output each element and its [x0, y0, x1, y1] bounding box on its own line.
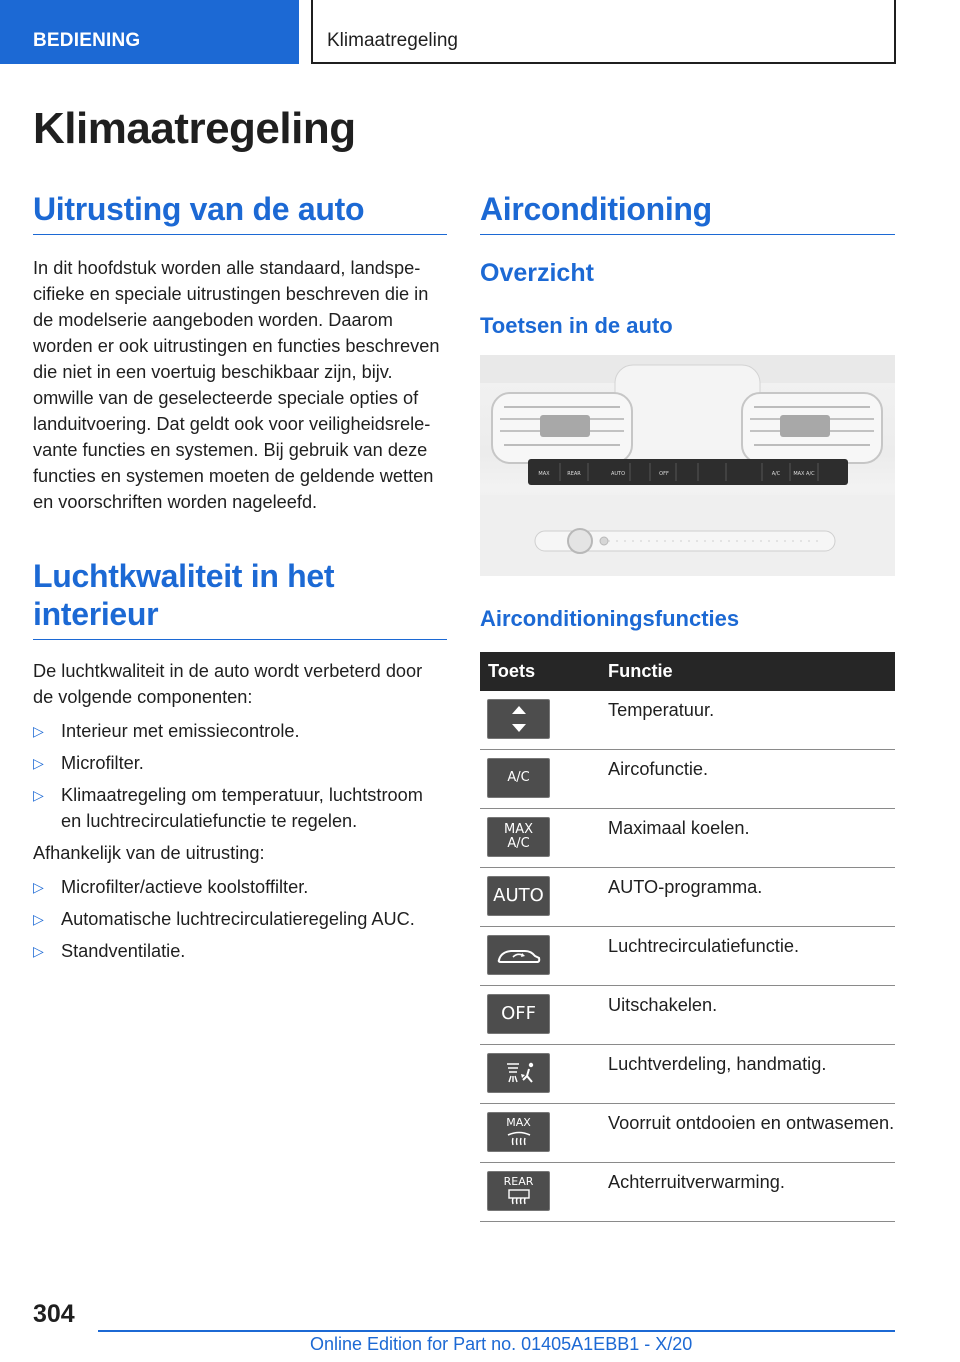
header-chapter-tab: Klimaatregeling	[311, 0, 896, 64]
function-description: Luchtverdeling, handmatig.	[604, 1045, 895, 1104]
buttons-heading: Toetsen in de auto	[480, 313, 673, 338]
functions-table	[480, 652, 895, 1222]
left-air-vent	[492, 393, 632, 463]
table-row	[480, 691, 895, 750]
list-item: ▷ Interieur met emissiecontrole.	[33, 718, 447, 744]
list-item: ▷ Automatische luchtrecirculatieregeling AUC.	[33, 906, 447, 932]
list-item: ▷ Klimaatregeling om temperatuur, luchtstroom en luchtrecirculatiefunctie te regelen.	[33, 782, 447, 834]
dashboard-photo	[480, 355, 895, 576]
triangle-bullet-icon: ▷	[33, 755, 44, 771]
triangle-bullet-icon: ▷	[33, 911, 44, 927]
header-section-tab: BEDIENING	[0, 0, 299, 64]
table-row	[480, 750, 895, 809]
rear-window-heating-icon: REAR	[487, 1171, 550, 1211]
function-description: Temperatuur.	[604, 691, 895, 750]
panel-label: OFF	[659, 471, 669, 477]
triangle-bullet-icon: ▷	[33, 943, 44, 959]
panel-label: AUTO	[610, 471, 626, 477]
air-distribution-icon	[487, 1053, 550, 1093]
left-column	[33, 190, 447, 970]
equipment-text: In dit hoofdstuk worden alle standaard, landspecifieke en speciale uitrustingen beschreven die in de modelserie aangeboden worden. Daarom worden er ook uitrustingen en functies beschreven die niet in een voertuig beschikbaar zijn, bijv. omwille van de geselecteerde speciale opties of landuitvoering. Dat geldt ook voor veiligheidsrelevante functies en systemen. Bij gebruik van deze functies en systemen moeten de geldende wetten en voorschriften worden nageleefd.	[33, 258, 440, 512]
table-header-row	[480, 652, 895, 691]
air-quality-heading: Luchtkwaliteit in het interieur	[33, 557, 447, 640]
air-quality-intro: De luchtkwaliteit in de auto wordt verbeterd door de volgende componenten:	[33, 661, 423, 707]
function-description: Voorruit ontdooien en ontwasemen.	[604, 1104, 895, 1163]
auto-icon: AUTO	[487, 876, 550, 916]
function-description: AUTO-programma.	[604, 868, 895, 927]
list-item: ▷ Microfilter.	[33, 750, 447, 776]
col-header-key: Toets	[480, 652, 604, 691]
max-ac-icon: MAX A/C	[487, 817, 550, 857]
right-column	[480, 190, 895, 1222]
function-description: Achterruitverwarming.	[604, 1163, 895, 1222]
table-row	[480, 1045, 895, 1104]
col-header-function: Functie	[604, 652, 895, 691]
page-title: Klimaatregeling	[33, 104, 356, 153]
table-row	[480, 927, 895, 986]
table-row	[480, 1163, 895, 1222]
panel-label: MAX	[538, 471, 550, 477]
climate-control-panel	[528, 459, 848, 485]
triangle-bullet-icon: ▷	[33, 723, 44, 739]
table-row	[480, 1104, 895, 1163]
right-air-vent	[742, 393, 882, 463]
off-icon: OFF	[487, 994, 550, 1034]
panel-label: A/C	[771, 471, 781, 477]
panel-label: REAR	[567, 471, 581, 477]
function-description: Uitschakelen.	[604, 986, 895, 1045]
list-item: ▷ Standventilatie.	[33, 938, 447, 964]
equipment-dependent-label: Afhankelijk van de uitrusting:	[33, 843, 265, 863]
function-description: Maximaal koelen.	[604, 809, 895, 868]
airconditioning-heading: Airconditioning	[480, 190, 895, 235]
recirculation-icon	[487, 935, 550, 975]
function-description: Luchtrecirculatiefunctie.	[604, 927, 895, 986]
overview-heading: Overzicht	[480, 259, 594, 287]
table-row	[480, 868, 895, 927]
optional-list	[33, 874, 447, 964]
functions-heading: Airconditioningsfuncties	[480, 606, 740, 631]
component-list	[33, 718, 447, 834]
list-item: ▷ Microfilter/actieve koolstoffilter.	[33, 874, 447, 900]
function-description: Aircofunctie.	[604, 750, 895, 809]
temperature-arrows-icon	[487, 699, 550, 739]
panel-label: MAX A/C	[793, 471, 815, 477]
table-row	[480, 809, 895, 868]
page-number: 304	[33, 1300, 75, 1328]
triangle-bullet-icon: ▷	[33, 787, 44, 803]
dashboard-illustration	[480, 355, 895, 576]
triangle-bullet-icon: ▷	[33, 879, 44, 895]
table-row	[480, 986, 895, 1045]
windshield-defrost-icon: MAX	[487, 1112, 550, 1152]
equipment-heading: Uitrusting van de auto	[33, 190, 447, 235]
ac-icon: A/C	[487, 758, 550, 798]
footer-rule	[98, 1330, 895, 1332]
edition-footer: Online Edition for Part no. 01405A1EBB1 - X/20	[310, 1334, 693, 1354]
